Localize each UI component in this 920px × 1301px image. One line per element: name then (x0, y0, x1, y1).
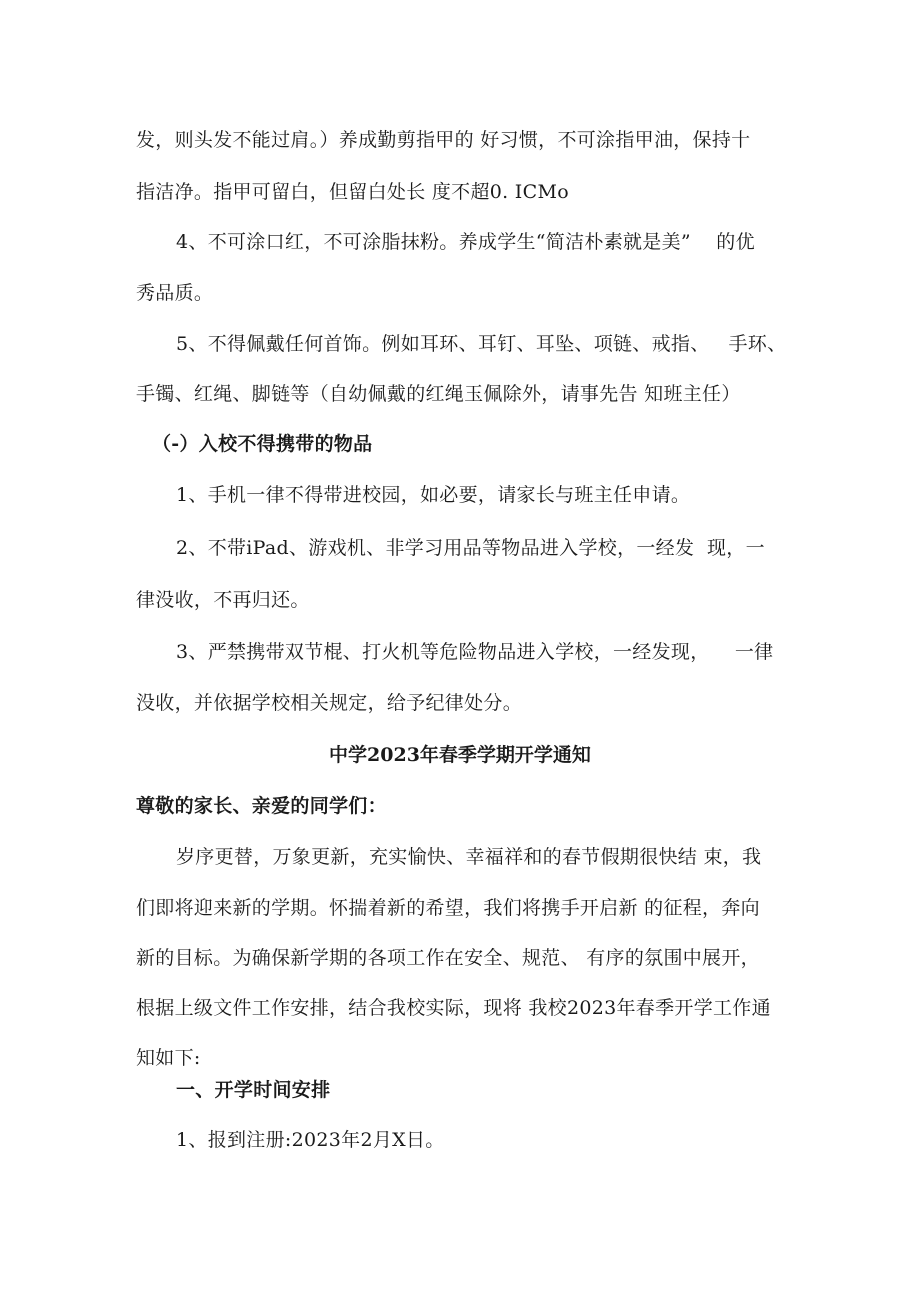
section-heading: （-）入校不得携带的物品 (152, 433, 373, 455)
paragraph-line: 律没收，不再归还。 (136, 589, 310, 611)
paragraph-line: 新的目标。为确保新学期的各项工作在安全、规范、 有序的氛围中展开， (136, 947, 760, 969)
paragraph-line: 指洁净。指甲可留白，但留白处长 度不超0. ICMo (136, 181, 569, 203)
paragraph-line: 1、报到注册:2023年2月X日。 (176, 1129, 445, 1151)
paragraph-line: 岁序更替，万象更新，充实愉快、幸福祥和的春节假期很快结 束，我 (176, 846, 762, 868)
paragraph-line: 秀品质。 (136, 282, 214, 304)
paragraph-line: 2、不带iPad、游戏机、非学习用品等物品进入学校，一经发 现，一 (176, 537, 765, 559)
paragraph-line: 没收，并依据学校相关规定，给予纪律处分。 (136, 692, 523, 714)
paragraph-line: 3、严禁携带双节棍、打火机等危险物品进入学校，一经发现， 一律 (176, 641, 774, 663)
paragraph-line: 1、手机一律不得带进校园，如必要，请家长与班主任申请。 (176, 484, 691, 506)
paragraph-line: 发，则头发不能过肩。）养成勤剪指甲的 好习惯，不可涂指甲油，保持十 (136, 129, 751, 151)
paragraph-line: 手镯、红绳、脚链等（自幼佩戴的红绳玉佩除外，请事先告 知班主任） (136, 383, 741, 405)
paragraph-line: 知如下: (136, 1047, 201, 1069)
notice-title: 中学2023年春季学期开学通知 (329, 744, 591, 766)
section-heading: 一、开学时间安排 (176, 1079, 331, 1101)
paragraph-line: 根据上级文件工作安排，结合我校实际，现将 我校2023年春季开学工作通 (136, 997, 771, 1019)
greeting: 尊敬的家长、亲爱的同学们： (136, 795, 387, 817)
paragraph-line: 5、不得佩戴任何首饰。例如耳环、耳钉、耳坠、项链、戒指、 手环、 (176, 333, 787, 355)
paragraph-line: 4、不可涂口红，不可涂脂抹粉。养成学生“简洁朴素就是美” 的优 (176, 231, 755, 253)
paragraph-line: 们即将迎来新的学期。怀揣着新的希望，我们将携手开启新 的征程，奔向 (136, 897, 760, 919)
